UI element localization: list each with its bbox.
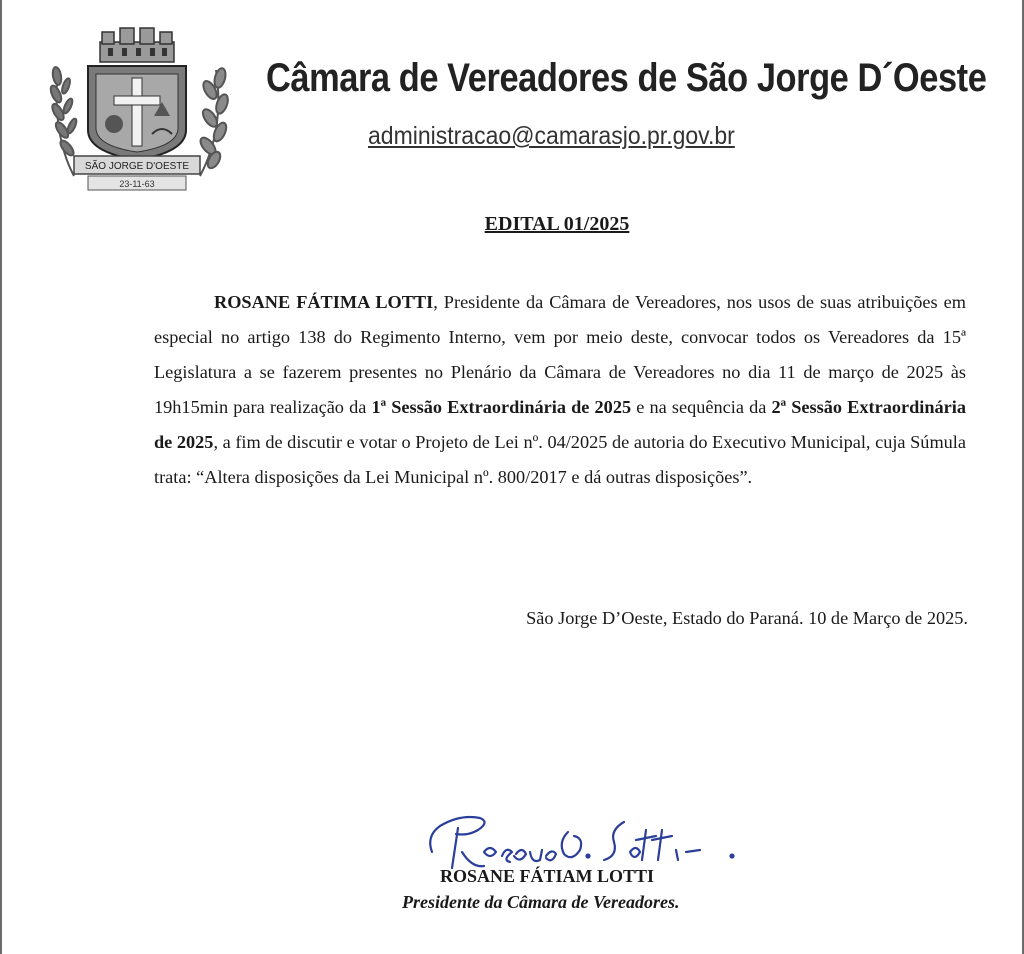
session-2: 2ª Sessão Extraordinária de 2025 [154, 397, 967, 452]
municipal-crest [44, 26, 230, 192]
body-text-1: , Presidente da Câmara de Vereadores, nos usos de suas atribuições em especial no artigo 138 do Regimento Interno, vem por meio deste, convocar todos os Vereadores da 15ª Legislatura a se fazerem presentes no Plenário da Câmara de Vereadores no dia 11 de março de 2025 às 19h15min para realização da [154, 292, 966, 417]
org-email-link[interactable]: administracao@camarasjo.pr.gov.br [368, 122, 735, 150]
place-date: São Jorge D’Oeste, Estado do Paraná. 10 de Março de 2025. [526, 608, 968, 628]
document-heading: EDITAL 01/2025 [484, 213, 630, 235]
body-text-3: , a fim de discutir e votar o Projeto de Lei nº. 04/2025 de autoria do Executivo Municipal, cuja Súmula trata: “Altera disposições da Lei Municipal nº. 800/2017 e dá outras disposições”. [154, 432, 967, 487]
president-name: ROSANE FÁTIMA LOTTI [214, 292, 434, 312]
page-edge-left [0, 0, 2, 954]
edital-body [154, 285, 966, 495]
org-title: Câmara de Vereadores de São Jorge D´Oeste [266, 56, 987, 100]
crest-date-band: 23-11-63 [119, 179, 155, 189]
signer-role: Presidente da Câmara de Vereadores. [402, 892, 680, 912]
signer-name: ROSANE FÁTIAM LOTTI [440, 866, 655, 886]
body-text-2: e na sequência da [631, 397, 772, 417]
crest-city-band: SÃO JORGE D'OESTE [84, 161, 190, 172]
session-1: 1ª Sessão Extraordinária de 2025 [371, 397, 632, 417]
